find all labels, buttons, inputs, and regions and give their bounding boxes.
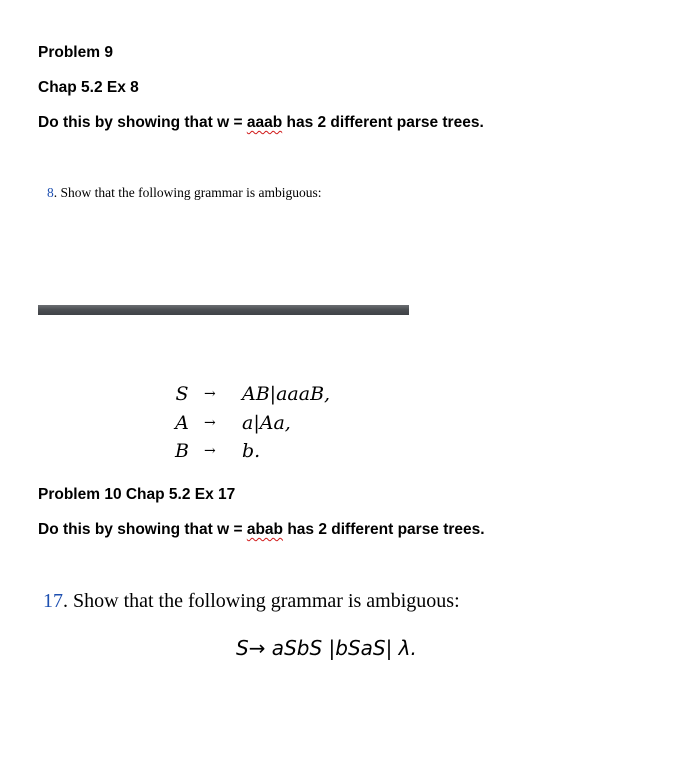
rule-lhs: B (175, 440, 189, 462)
right-arrow-icon: → (204, 415, 216, 431)
exercise-8-statement (47, 185, 321, 201)
rule-lhs: S (175, 383, 189, 405)
rule-rhs: AB|aaaB, (242, 383, 331, 405)
exercise-17-statement (43, 590, 460, 613)
instruction-prefix: Do this by showing that w = (38, 521, 247, 538)
instruction-prefix: Do this by showing that w = (38, 114, 247, 131)
target-word: abab (246, 521, 284, 538)
problem-9-instruction (38, 114, 484, 132)
grammar-17-rule: S→ aSbS |bSaS| λ. (236, 636, 417, 660)
right-arrow-icon: → (204, 386, 216, 402)
rule-rhs: b. (242, 440, 261, 462)
instruction-suffix: has 2 different parse trees. (283, 521, 485, 538)
right-arrow-icon: → (204, 443, 216, 459)
target-word: aaab (246, 114, 283, 131)
exercise-number: 8 (47, 185, 54, 200)
problem-10-title: Problem 10 Chap 5.2 Ex 17 (38, 486, 236, 503)
rule-lhs: A (175, 412, 189, 434)
problem-9-chapter: Chap 5.2 Ex 8 (38, 79, 139, 96)
problem-10-instruction (38, 521, 485, 539)
divider-bar (38, 305, 409, 315)
exercise-text: . Show that the following grammar is ambiguous: (53, 185, 322, 200)
rule-rhs: a|Aa, (242, 412, 291, 434)
instruction-suffix: has 2 different parse trees. (282, 114, 484, 131)
problem-9-title: Problem 9 (38, 44, 113, 61)
exercise-text: . Show that the following grammar is ambiguous: (63, 590, 460, 612)
exercise-number: 17 (43, 590, 63, 612)
